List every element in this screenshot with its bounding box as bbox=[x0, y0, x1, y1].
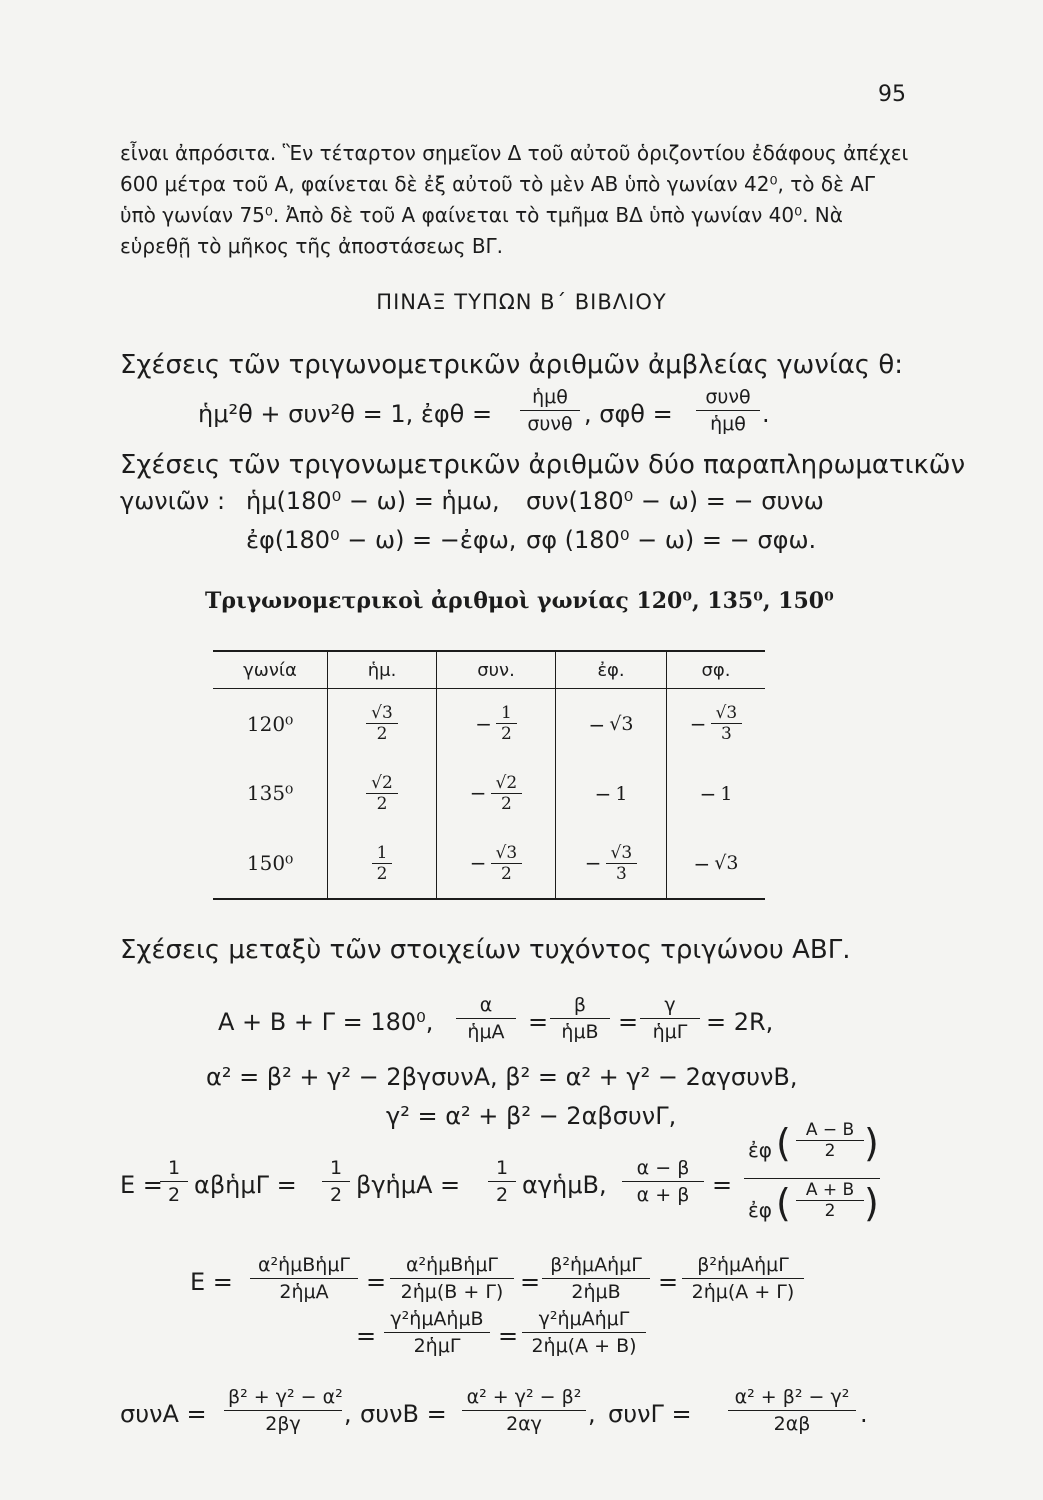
table-title: Τριγωνομετρικοὶ ἀριθμοὶ γωνίας 120⁰, 135⁰, 150⁰ bbox=[205, 588, 834, 614]
value-fraction bbox=[366, 703, 398, 744]
tangent-rule-lhs bbox=[622, 1157, 704, 1206]
angle-cell: 135⁰ bbox=[246, 781, 294, 806]
section1-equation-lhs: ἡμ²θ + συν²θ = 1, ἐφθ = bbox=[198, 400, 493, 428]
cosine-identity: συν(180⁰ − ω) = − συνω bbox=[526, 487, 824, 515]
section3-title: Σχέσεις μεταξὺ τῶν στοιχείων τυχόντος τριγώνου ΑΒΓ. bbox=[120, 935, 851, 965]
law-of-sines-fraction bbox=[640, 994, 700, 1043]
numerator: α²ἡμΒἡμΓ bbox=[405, 1254, 499, 1276]
value-fraction bbox=[606, 843, 638, 884]
numerator: 1 bbox=[500, 703, 512, 724]
table-row bbox=[213, 759, 765, 828]
denominator: 2ἡμ(Α + Γ) bbox=[682, 1278, 804, 1303]
law-of-sines-fraction bbox=[456, 994, 516, 1043]
tangent-label: ἐφ bbox=[748, 1138, 773, 1162]
denominator: 2 bbox=[160, 1181, 188, 1206]
denominator: 2αγ bbox=[462, 1410, 586, 1435]
sign: − bbox=[693, 851, 711, 876]
angle-cell: 150⁰ bbox=[246, 851, 294, 875]
cosC-label: συνΓ = bbox=[608, 1400, 692, 1428]
denominator: συνθ bbox=[520, 410, 580, 435]
denominator: ἡμθ bbox=[696, 410, 760, 435]
cosA-label: συνΑ = bbox=[120, 1400, 207, 1428]
sine-identity: ἡμ(180⁰ − ω) = ἡμω, bbox=[246, 487, 500, 515]
denominator: α + β bbox=[622, 1181, 704, 1206]
table-header-row bbox=[213, 651, 765, 689]
section1-title: Σχέσεις τῶν τριγωνομετρικῶν ἀριθμῶν ἀμβλείας γωνίας θ: bbox=[120, 350, 903, 380]
formula-table-heading: ΠΙΝΑΞ ΤΥΠΩΝ Β΄ ΒΙΒΛΙΟΥ bbox=[376, 290, 667, 314]
cosine-cell bbox=[437, 759, 556, 828]
area-term: αγἡμΒ, bbox=[522, 1171, 607, 1199]
area-fraction bbox=[250, 1254, 358, 1303]
separator: , bbox=[588, 1400, 596, 1428]
sign: − bbox=[584, 851, 602, 875]
denominator: 3 bbox=[711, 723, 743, 744]
cosine-cell bbox=[437, 828, 556, 899]
tan-fraction bbox=[520, 386, 580, 435]
equals-sign: = bbox=[498, 1322, 519, 1350]
numerator: α bbox=[479, 994, 493, 1016]
angle-sum: Α + Β + Γ = 180⁰, bbox=[218, 1008, 434, 1036]
paren-right: ) bbox=[864, 1181, 879, 1225]
tangent-rule-numerator bbox=[748, 1120, 880, 1176]
intro-line: εἶναι ἀπρόσιτα. Ἓν τέταρτον σημεῖον Δ τοῦ αὐτοῦ ὁριζοντίου ἐδάφους ἀπέχει bbox=[120, 141, 909, 165]
value-fraction bbox=[496, 703, 517, 744]
denominator: 2 bbox=[796, 1140, 864, 1161]
denominator: 2αβ bbox=[728, 1410, 856, 1435]
tangent-cell bbox=[556, 689, 667, 759]
cosine-cell bbox=[437, 689, 556, 759]
law-of-cosines-c: γ² = α² + β² − 2αβσυνΓ, bbox=[386, 1102, 677, 1130]
half-fraction bbox=[322, 1157, 350, 1206]
page-number: 95 bbox=[878, 82, 906, 107]
denominator: ἡμΑ bbox=[456, 1018, 516, 1043]
table-row bbox=[213, 689, 765, 759]
half-fraction bbox=[488, 1157, 516, 1206]
sign: − bbox=[588, 712, 606, 737]
separator: , bbox=[344, 1400, 352, 1428]
sine-cell bbox=[328, 689, 437, 759]
area-label: Ε = bbox=[190, 1268, 233, 1296]
numerator: γ bbox=[664, 994, 676, 1016]
circumradius: = 2R, bbox=[706, 1008, 774, 1036]
numerator: Α − Β bbox=[805, 1120, 855, 1140]
numerator: 1 bbox=[329, 1157, 343, 1179]
denominator: 2 bbox=[491, 793, 523, 814]
table-row bbox=[213, 828, 765, 899]
denominator: 2ἡμΓ bbox=[384, 1332, 490, 1357]
numerator: α − β bbox=[636, 1157, 690, 1179]
denominator: 2 bbox=[366, 723, 398, 744]
sign: − bbox=[689, 711, 707, 736]
tangent-label: ἐφ bbox=[748, 1198, 773, 1222]
area-fraction bbox=[384, 1308, 490, 1357]
cosC-fraction bbox=[728, 1386, 856, 1435]
numerator: Α + Β bbox=[805, 1180, 855, 1200]
denominator: 2 bbox=[496, 723, 517, 744]
cotangent-cell bbox=[667, 759, 766, 828]
denominator: ἡμΓ bbox=[640, 1018, 700, 1043]
numerator: ἡμθ bbox=[532, 386, 568, 408]
cotangent-identity: σφ (180⁰ − ω) = − σφω. bbox=[526, 526, 817, 554]
value: √3 bbox=[609, 713, 634, 736]
area-fraction bbox=[522, 1308, 646, 1357]
numerator: β²ἡμΑἡμΓ bbox=[550, 1254, 642, 1276]
intro-line: 600 μέτρα τοῦ Α, φαίνεται δὲ ἐξ αὐτοῦ τὸ μὲν ΑΒ ὑπὸ γωνίαν 42⁰, τὸ δὲ ΑΓ bbox=[120, 172, 876, 196]
tangent-cell bbox=[556, 828, 667, 899]
equals-sign: = bbox=[528, 1008, 549, 1036]
denominator: 2βγ bbox=[224, 1410, 342, 1435]
cosA-fraction bbox=[224, 1386, 342, 1435]
tangent-rule-denominator bbox=[748, 1180, 880, 1236]
half-difference bbox=[796, 1120, 864, 1161]
numerator: √2 bbox=[495, 772, 518, 793]
tangent-rule-bar bbox=[744, 1178, 880, 1179]
value: 1 bbox=[615, 782, 628, 805]
value-fraction bbox=[491, 773, 523, 814]
denominator: 2 bbox=[488, 1181, 516, 1206]
cosB-fraction bbox=[462, 1386, 586, 1435]
cotangent-cell bbox=[667, 689, 766, 759]
header-cosine: συν. bbox=[437, 651, 556, 689]
denominator: ἡμΒ bbox=[550, 1018, 610, 1043]
paren-left: ( bbox=[776, 1181, 791, 1225]
sign: − bbox=[699, 782, 717, 807]
numerator: α²ἡμΒἡμΓ bbox=[257, 1254, 351, 1276]
numerator: √3 bbox=[610, 842, 633, 863]
cotangent-cell bbox=[667, 828, 766, 899]
half-fraction bbox=[160, 1157, 188, 1206]
end-period: . bbox=[860, 1400, 868, 1428]
equals-sign: = bbox=[712, 1171, 733, 1199]
equals-sign: = bbox=[520, 1268, 541, 1296]
section2-lead: γωνιῶν : bbox=[120, 487, 226, 515]
numerator: 1 bbox=[167, 1157, 181, 1179]
sine-cell bbox=[328, 759, 437, 828]
intro-line: εὑρεθῇ τὸ μῆκος τῆς ἀποστάσεως ΒΓ. bbox=[120, 234, 504, 258]
area-label: Ε = bbox=[120, 1171, 163, 1199]
value-fraction bbox=[372, 843, 393, 884]
intro-line: ὑπὸ γωνίαν 75⁰. Ἀπὸ δὲ τοῦ Α φαίνεται τὸ τμῆμα ΒΔ ὑπὸ γωνίαν 40⁰. Νὰ bbox=[120, 203, 843, 227]
cosB-label: συνΒ = bbox=[360, 1400, 447, 1428]
denominator: 2ἡμ(Α + Β) bbox=[522, 1332, 646, 1357]
equals-sign: = bbox=[658, 1268, 679, 1296]
intro-paragraph bbox=[120, 138, 910, 262]
sign: − bbox=[469, 851, 487, 875]
denominator: 2ἡμΒ bbox=[542, 1278, 650, 1303]
equals-sign: = bbox=[356, 1322, 377, 1350]
denominator: 2 bbox=[491, 863, 523, 884]
header-angle: γωνία bbox=[213, 651, 328, 689]
half-sum bbox=[796, 1180, 864, 1221]
numerator: β² + γ² − α² bbox=[228, 1386, 343, 1408]
area-fraction bbox=[390, 1254, 514, 1303]
tangent-cell bbox=[556, 759, 667, 828]
law-of-cosines-a-b: α² = β² + γ² − 2βγσυνΑ, β² = α² + γ² − 2αγσυνΒ, bbox=[206, 1063, 798, 1091]
header-cotangent: σφ. bbox=[667, 651, 766, 689]
equals-sign: = bbox=[618, 1008, 639, 1036]
angle-cell: 120⁰ bbox=[246, 711, 294, 736]
law-of-sines-fraction bbox=[550, 994, 610, 1043]
denominator: 2 bbox=[322, 1181, 350, 1206]
numerator: α² + β² − γ² bbox=[734, 1386, 850, 1408]
paren-right: ) bbox=[864, 1121, 879, 1165]
header-sine: ἡμ. bbox=[328, 651, 437, 689]
numerator: √3 bbox=[371, 703, 393, 724]
numerator: συνθ bbox=[705, 386, 751, 408]
numerator: √3 bbox=[495, 842, 518, 863]
header-tangent: ἐφ. bbox=[556, 651, 667, 689]
sign: − bbox=[594, 782, 612, 807]
numerator: √2 bbox=[371, 772, 393, 793]
area-term: βγἡμΑ = bbox=[356, 1171, 461, 1199]
value-fraction bbox=[366, 773, 398, 814]
numerator: β bbox=[573, 994, 587, 1016]
numerator: 1 bbox=[376, 842, 388, 863]
section2-title: Σχέσεις τῶν τριγονωμετρικῶν ἀριθμῶν δύο παραπληρωματικῶν bbox=[120, 450, 966, 480]
numerator: √3 bbox=[715, 703, 738, 724]
numerator: β²ἡμΑἡμΓ bbox=[697, 1254, 789, 1276]
numerator: α² + γ² − β² bbox=[466, 1386, 582, 1408]
trig-values-table bbox=[213, 650, 765, 900]
sign: − bbox=[475, 711, 492, 736]
cot-fraction bbox=[696, 386, 760, 435]
denominator: 2 bbox=[796, 1200, 864, 1221]
tangent-identity: ἐφ(180⁰ − ω) = −ἐφω, bbox=[246, 526, 517, 554]
numerator: γ²ἡμΑἡμΓ bbox=[538, 1308, 630, 1330]
paren-left: ( bbox=[776, 1121, 791, 1165]
sign: − bbox=[469, 781, 487, 806]
denominator: 2ἡμΑ bbox=[250, 1278, 358, 1303]
denominator: 2 bbox=[372, 863, 393, 884]
value-fraction bbox=[491, 843, 523, 884]
denominator: 3 bbox=[606, 863, 638, 884]
value: √3 bbox=[714, 852, 739, 875]
sine-cell bbox=[328, 828, 437, 899]
numerator: 1 bbox=[495, 1157, 509, 1179]
value: 1 bbox=[720, 782, 733, 805]
denominator: 2 bbox=[366, 793, 398, 814]
area-fraction bbox=[542, 1254, 650, 1303]
numerator: γ²ἡμΑἡμΒ bbox=[390, 1308, 484, 1330]
value-fraction bbox=[711, 703, 743, 744]
equals-sign: = bbox=[366, 1268, 387, 1296]
denominator: 2ἡμ(Β + Γ) bbox=[390, 1278, 514, 1303]
section1-equation-mid: , σφθ = bbox=[584, 400, 673, 428]
area-fraction bbox=[682, 1254, 804, 1303]
section1-equation-end: . bbox=[762, 400, 770, 428]
area-term: αβἡμΓ = bbox=[194, 1171, 297, 1199]
